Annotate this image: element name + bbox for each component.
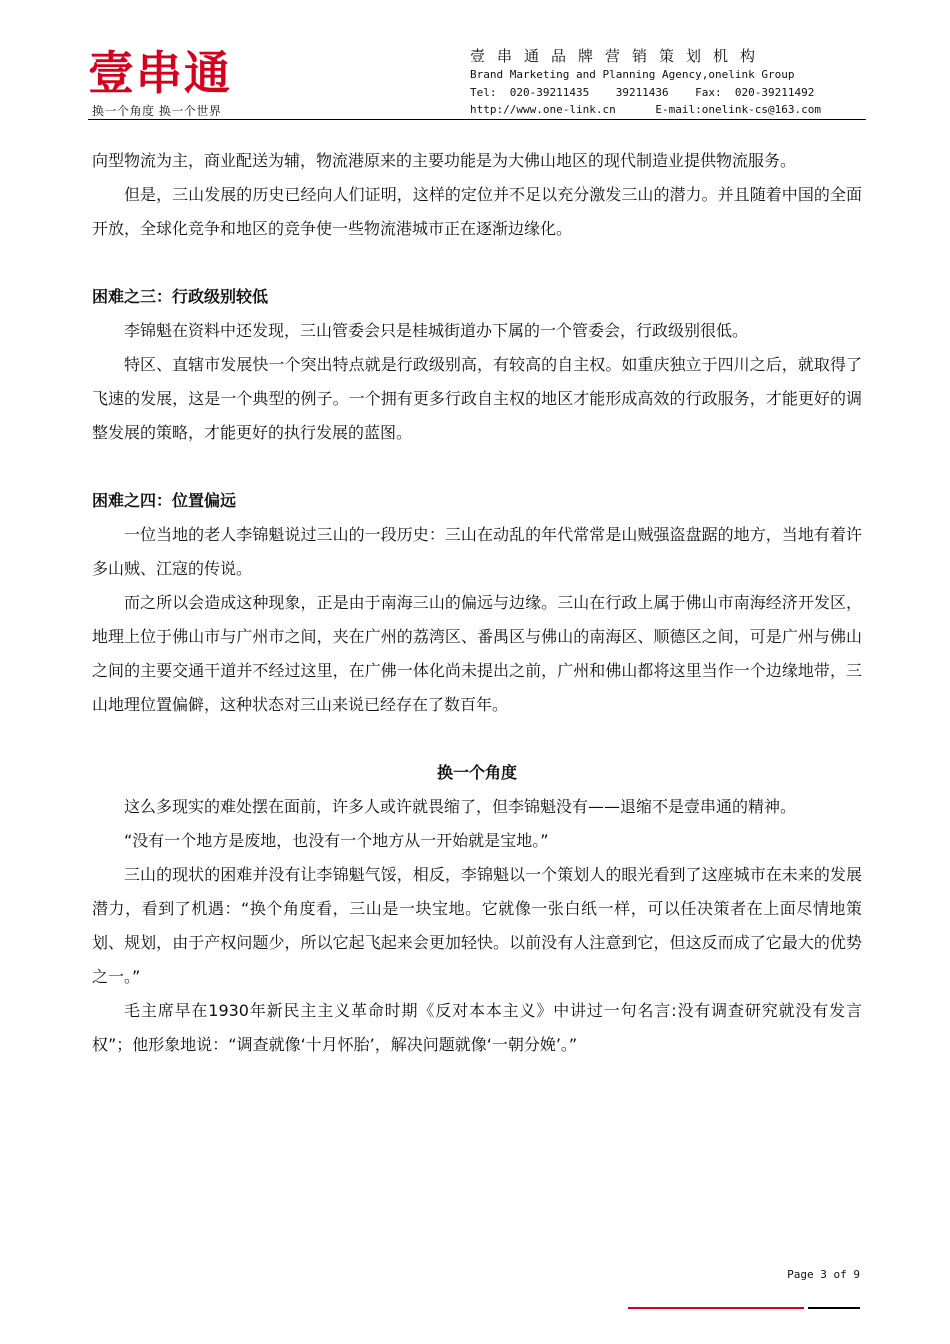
spacer — [92, 246, 862, 280]
page-number: Page 3 of 9 — [787, 1268, 860, 1281]
paragraph: 这么多现实的难处摆在面前，许多人或许就畏缩了，但李锦魁没有——退缩不是壹串通的精神。 — [124, 797, 797, 816]
section-heading: 换一个角度 — [436, 763, 517, 782]
company-name: 壹串通品牌营销策划机构 — [470, 47, 768, 65]
section-heading: 困难之三：行政级别较低 — [92, 287, 269, 306]
paragraph: 三山的现状的困难并没有让李锦魁气馁，相反，李锦魁以一个策划人的眼光看到了这座城市在未来的发展潜力，看到了机遇：“换个角度看，三山是一块宝地。它就像一张白纸一样，可以任决策者在上面尽情地策划、规划，由于产权问题少，所以它起飞起来会更加轻快。以前没有人注意到它，但这反而成了它最大的优势之一。” — [92, 865, 862, 986]
spacer — [92, 450, 862, 484]
paragraph: 向型物流为主，商业配送为辅，物流港原来的主要功能是为大佛山地区的现代制造业提供物流服务。 — [92, 151, 797, 170]
contact-phone-fax: Tel: 020-39211435 39211436 Fax: 020-39211492 — [470, 85, 815, 99]
header-divider — [88, 119, 866, 120]
letterhead-info — [470, 46, 860, 119]
contact-web-email: http://www.one-link.cn E-mail:onelink-cs@163.com — [470, 103, 821, 116]
logo-tagline: 换一个角度 换一个世界 — [92, 104, 222, 118]
paragraph: “没有一个地方是废地，也没有一个地方从一开始就是宝地。” — [124, 831, 549, 850]
paragraph: 特区、直辖市发展快一个突出特点就是行政级别高，有较高的自主权。如重庆独立于四川之后，就取得了飞速的发展，这是一个典型的例子。一个拥有更多行政自主权的地区才能形成高效的行政服务，才能更好的调整发展的策略，才能更好的执行发展的蓝图。 — [92, 355, 862, 442]
footer-rule-black — [808, 1307, 860, 1309]
paragraph: 而之所以会造成这种现象，正是由于南海三山的偏远与边缘。三山在行政上属于佛山市南海经济开发区，地理上位于佛山市与广州市之间，夹在广州的荔湾区、番禺区与佛山的南海区、顺德区之间，可是广州与佛山之间的主要交通干道并不经过这里，在广佛一体化尚未提出之前，广州和佛山都将这里当作一个边缘地带，三山地理位置偏僻，这种状态对三山来说已经存在了数百年。 — [92, 593, 862, 714]
company-logo — [88, 46, 248, 120]
spacer — [92, 722, 862, 756]
paragraph: 李锦魁在资料中还发现，三山管委会只是桂城街道办下属的一个管委会，行政级别很低。 — [124, 321, 749, 340]
paragraph: 但是，三山发展的历史已经向人们证明，这样的定位并不足以充分激发三山的潜力。并且随着中国的全面开放，全球化竞争和地区的竞争使一些物流港城市正在逐渐边缘化。 — [92, 185, 862, 238]
section-heading: 困难之四：位置偏远 — [92, 491, 237, 510]
company-english-name: Brand Marketing and Planning Agency,onelink Group — [470, 68, 795, 81]
paragraph: 一位当地的老人李锦魁说过三山的一段历史：三山在动乱的年代常常是山贼强盗盘踞的地方，当地有着许多山贼、江寇的传说。 — [92, 525, 862, 578]
footer-rule-red — [628, 1307, 804, 1309]
logo-wordmark: 壹串通 — [88, 46, 232, 100]
paragraph: 毛主席早在1930年新民主主义革命时期《反对本本主义》中讲过一句名言:没有调查研究就没有发言权”；他形象地说：“调查就像‘十月怀胎’，解决问题就像‘一朝分娩’。” — [92, 1001, 862, 1054]
document-body — [92, 144, 862, 1062]
